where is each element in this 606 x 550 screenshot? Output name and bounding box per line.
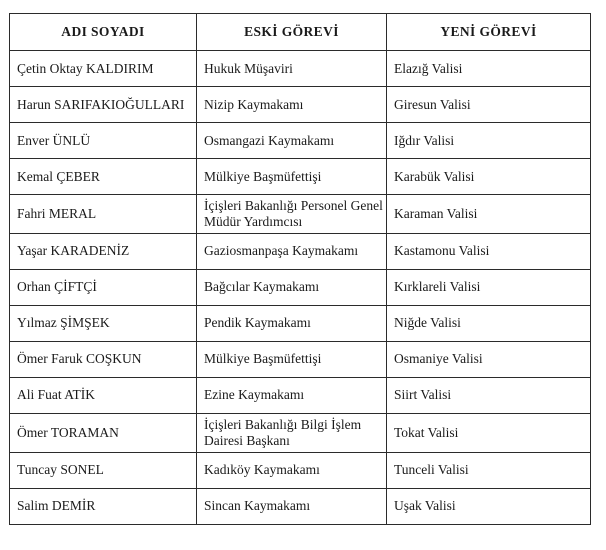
cell-new-post: [387, 452, 591, 488]
cell-new-post: [387, 413, 591, 452]
cell-name-text: Fahri MERAL: [17, 205, 97, 221]
cell-name: [10, 123, 197, 159]
cell-old-post: [197, 269, 387, 305]
table-row: [10, 413, 591, 452]
cell-old-post-line: Mülkiye Başmüfettişi: [204, 351, 322, 367]
cell-name-text: Harun SARIFAKIOĞULLARI: [17, 96, 185, 112]
cell-new-post: [387, 159, 591, 195]
cell-old-post-line: Dairesi Başkanı: [204, 432, 290, 448]
column-header-new-post: YENİ GÖREVİ: [387, 14, 591, 51]
cell-new-post-text: Kastamonu Valisi: [394, 243, 490, 259]
appointments-table: [9, 13, 591, 525]
cell-name-text: Yılmaz ŞİMŞEK: [17, 315, 110, 331]
cell-name-text: Ali Fuat ATİK: [17, 387, 96, 403]
cell-name: [10, 51, 197, 87]
table-body: [10, 51, 591, 525]
table-row: [10, 123, 591, 159]
cell-old-post-line: Nizip Kaymakamı: [204, 96, 304, 112]
cell-new-post: [387, 377, 591, 413]
cell-name: [10, 341, 197, 377]
column-header-old-post: ESKİ GÖREVİ: [197, 14, 387, 51]
cell-new-post-text: Karaman Valisi: [394, 205, 478, 221]
cell-old-post: [197, 452, 387, 488]
cell-old-post: [197, 87, 387, 123]
cell-name-text: Kemal ÇEBER: [17, 168, 100, 184]
cell-name: [10, 488, 197, 524]
cell-name-text: Tuncay SONEL: [17, 462, 104, 478]
cell-new-post-text: Tokat Valisi: [394, 424, 459, 440]
cell-old-post: [197, 51, 387, 87]
cell-name: [10, 87, 197, 123]
cell-old-post: [197, 159, 387, 195]
cell-name-text: Orhan ÇİFTÇİ: [17, 279, 97, 295]
table-row: [10, 305, 591, 341]
cell-new-post-text: Elazığ Valisi: [394, 60, 463, 76]
cell-name-text: Enver ÜNLÜ: [17, 132, 91, 148]
cell-old-post-line: Ezine Kaymakamı: [204, 387, 305, 403]
table-row: [10, 377, 591, 413]
cell-old-post: [197, 305, 387, 341]
cell-old-post: [197, 233, 387, 269]
cell-new-post-text: Giresun Valisi: [394, 96, 471, 112]
cell-new-post-text: Tunceli Valisi: [394, 462, 469, 478]
cell-old-post: [197, 377, 387, 413]
cell-old-post-line: Gaziosmanpaşa Kaymakamı: [204, 243, 359, 259]
cell-name: [10, 195, 197, 234]
table-row: [10, 269, 591, 305]
cell-new-post-text: Niğde Valisi: [394, 315, 461, 331]
cell-old-post-line: Pendik Kaymakamı: [204, 315, 311, 331]
cell-name-text: Yaşar KARADENİZ: [17, 243, 130, 259]
cell-old-post-line: Kadıköy Kaymakamı: [204, 462, 320, 478]
cell-new-post: [387, 123, 591, 159]
cell-name-text: Salim DEMİR: [17, 498, 96, 514]
cell-new-post: [387, 488, 591, 524]
table-row: [10, 87, 591, 123]
cell-name: [10, 452, 197, 488]
cell-new-post: [387, 233, 591, 269]
appointments-table-container: [9, 13, 590, 525]
table-row: [10, 341, 591, 377]
cell-name-text: Çetin Oktay KALDIRIM: [17, 60, 154, 76]
cell-new-post: [387, 341, 591, 377]
cell-new-post: [387, 269, 591, 305]
cell-old-post: [197, 195, 387, 234]
cell-name: [10, 377, 197, 413]
cell-new-post: [387, 87, 591, 123]
cell-old-post-line: Bağcılar Kaymakamı: [204, 279, 320, 295]
cell-old-post-line: Mülkiye Başmüfettişi: [204, 168, 322, 184]
table-row: [10, 159, 591, 195]
cell-old-post: [197, 341, 387, 377]
table-row: [10, 452, 591, 488]
table-row: [10, 195, 591, 234]
column-header-name: ADI SOYADI: [10, 14, 197, 51]
cell-old-post-line: İçişleri Bakanlığı Bilgi İşlem: [204, 416, 362, 432]
table-row: [10, 233, 591, 269]
cell-new-post-text: Iğdır Valisi: [394, 132, 455, 148]
cell-new-post-text: Uşak Valisi: [394, 498, 456, 514]
cell-name-text: Ömer Faruk COŞKUN: [17, 351, 142, 367]
cell-old-post: [197, 413, 387, 452]
cell-old-post: [197, 123, 387, 159]
cell-new-post: [387, 195, 591, 234]
table-header: [10, 14, 591, 51]
cell-old-post-line: Müdür Yardımcısı: [204, 213, 303, 229]
table-header-row: [10, 14, 591, 51]
table-row: [10, 488, 591, 524]
cell-old-post: [197, 488, 387, 524]
cell-name: [10, 233, 197, 269]
cell-new-post-text: Karabük Valisi: [394, 168, 475, 184]
cell-new-post-text: Siirt Valisi: [394, 387, 452, 403]
cell-old-post-line: Osmangazi Kaymakamı: [204, 132, 335, 148]
cell-old-post-line: Sincan Kaymakamı: [204, 498, 311, 514]
cell-old-post-line: İçişleri Bakanlığı Personel Genel: [204, 198, 383, 213]
cell-name-text: Ömer TORAMAN: [17, 424, 119, 440]
cell-new-post-text: Kırklareli Valisi: [394, 279, 481, 295]
cell-name: [10, 305, 197, 341]
cell-old-post-line: Hukuk Müşaviri: [204, 60, 293, 76]
cell-name: [10, 269, 197, 305]
cell-new-post: [387, 51, 591, 87]
table-row: [10, 51, 591, 87]
cell-name: [10, 159, 197, 195]
cell-new-post-text: Osmaniye Valisi: [394, 351, 483, 367]
cell-new-post: [387, 305, 591, 341]
cell-name: [10, 413, 197, 452]
